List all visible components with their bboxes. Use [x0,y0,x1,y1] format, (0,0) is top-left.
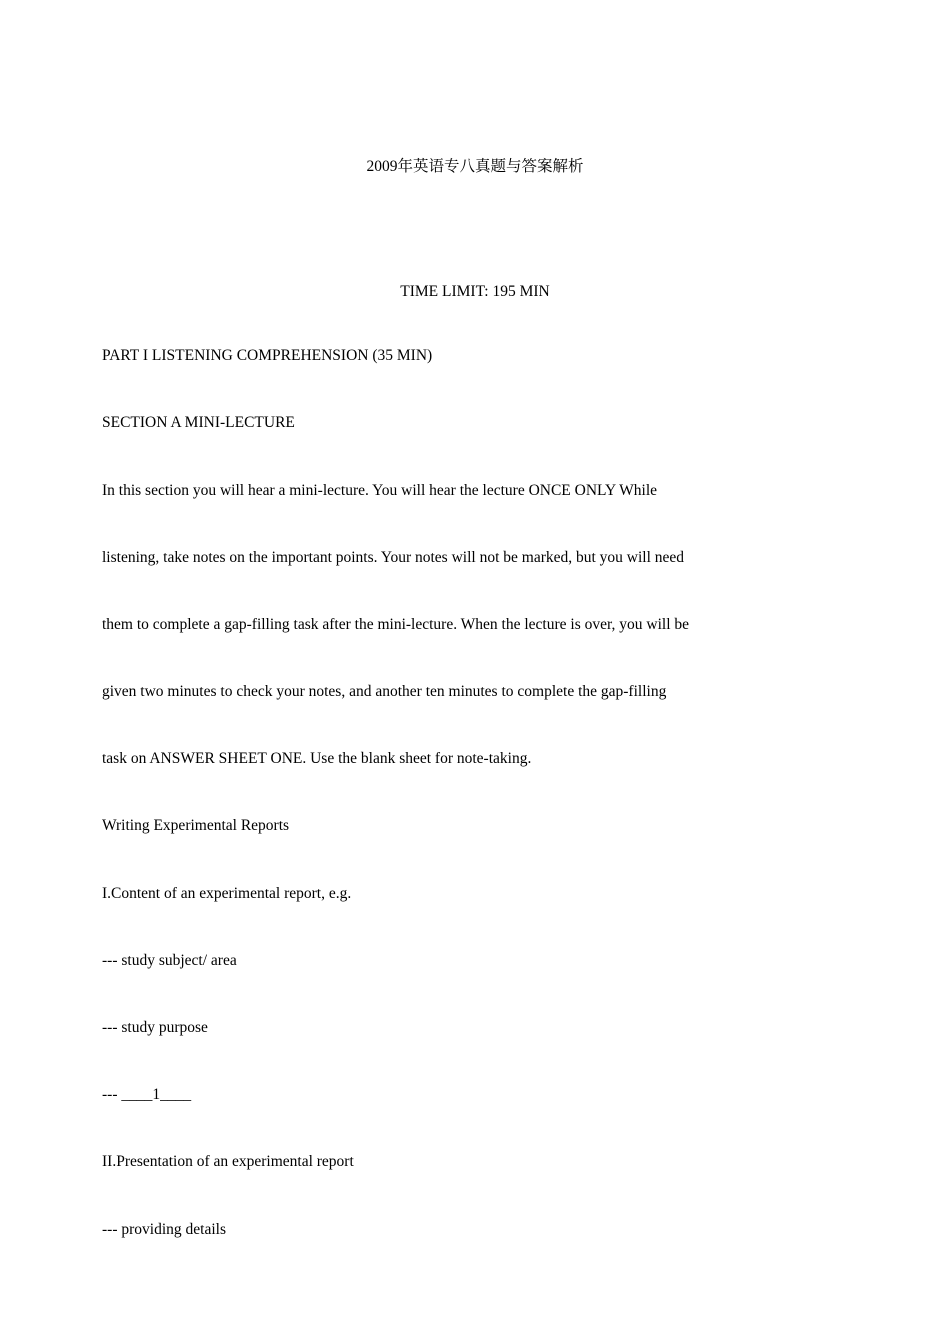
instruction-line: task on ANSWER SHEET ONE. Use the blank sheet for note-taking. [102,750,532,767]
outline-item: II.Presentation of an experimental report [102,1153,354,1170]
time-limit: TIME LIMIT: 195 MIN [400,283,550,300]
outline-item: --- study purpose [102,1019,208,1036]
instruction-line: listening, take notes on the important points. Your notes will not be marked, but you will need [102,549,685,566]
part-heading: PART I LISTENING COMPREHENSION (35 MIN) [102,347,433,364]
outline-item: I.Content of an experimental report, e.g. [102,885,352,902]
document-title: 2009年英语专八真题与答案解析 [366,158,584,175]
outline-item: --- study subject/ area [102,952,237,969]
lecture-title: Writing Experimental Reports [102,817,290,834]
section-heading: SECTION A MINI-LECTURE [102,414,295,431]
instruction-line: given two minutes to check your notes, and another ten minutes to complete the gap-filling [102,683,667,700]
instruction-line: them to complete a gap-filling task after the mini-lecture. When the lecture is over, you will be [102,616,690,633]
instruction-line: In this section you will hear a mini-lecture. You will hear the lecture ONCE ONLY While [102,482,658,499]
outline-item: --- providing details [102,1221,226,1238]
outline-gap-item: --- ____1____ [102,1086,192,1103]
